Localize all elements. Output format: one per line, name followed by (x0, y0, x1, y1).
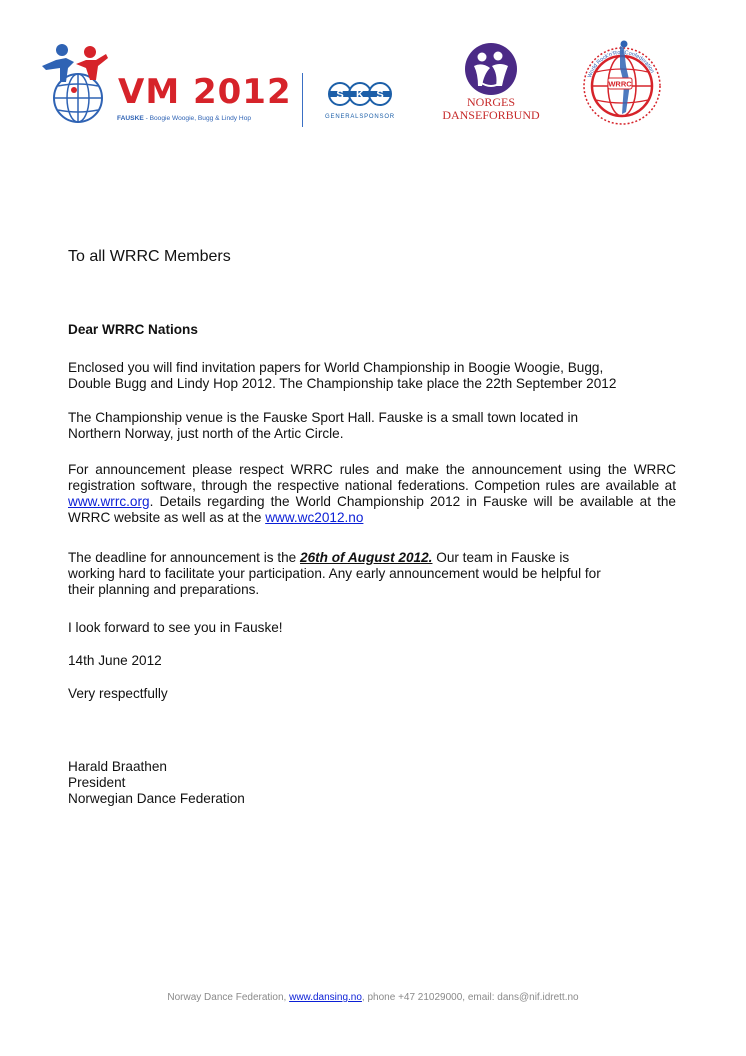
signer-name: Harald Braathen (68, 759, 167, 774)
logo-divider (302, 73, 303, 127)
ndf-dancers-icon (436, 42, 546, 98)
paragraph-venue (68, 410, 676, 442)
ndf-name (436, 96, 546, 122)
footer-website-link[interactable]: www.dansing.no (289, 992, 362, 1003)
vm-subtitle-rest: - Boogie Woogie, Bugg & Lindy Hop (143, 115, 252, 122)
footer-contact: , phone +47 21029000, email: dans@nif.idrett.no (361, 992, 579, 1003)
wrrc-badge: WRRC (608, 79, 632, 89)
footer-org: Norway Dance Federation, (167, 992, 290, 1003)
paragraph-invitation (68, 360, 676, 392)
sks-sponsor-logo (322, 80, 398, 126)
paragraph-venue-line1: The Championship venue is the Fauske Sport Hall. Fauske is a small town located in (68, 410, 579, 425)
sks-letter-3: S (376, 89, 384, 101)
globe-dancers-icon (40, 42, 120, 132)
sponsor-label: GENERALSPONSOR (325, 114, 395, 120)
paragraph-deadline (68, 550, 676, 598)
norges-danseforbund-logo (436, 42, 546, 130)
paragraph-deadline-line1 (68, 550, 676, 566)
paragraph-venue-line2: Northern Norway, just north of the Artic Circle. (68, 426, 344, 441)
vm-subtitle (117, 115, 251, 122)
ndf-name-line2: DANSEFORBUND (442, 108, 540, 122)
closing-phrase: Very respectfully (68, 686, 168, 701)
wc2012-website-link[interactable]: www.wc2012.no (265, 510, 364, 525)
sks-icon (322, 80, 398, 114)
signer-title: President (68, 775, 126, 790)
sks-letter-1: S (336, 89, 344, 101)
announcement-text-a: For announcement please respect WRRC rules and make the announcement using the WRRC registration software, through the respective national federations. Competion rules are available at (68, 462, 676, 493)
deadline-text-a: The deadline for announcement is the (68, 550, 301, 565)
paragraph-invitation-line1: Enclosed you will find invitation papers for World Championship in Boogie Woogie, Bugg, (68, 360, 604, 375)
vm-2012-logo (40, 42, 290, 132)
wrrc-logo (580, 36, 666, 130)
recipient-line: To all WRRC Members (68, 248, 231, 265)
signer-organization: Norwegian Dance Federation (68, 791, 245, 806)
paragraph-closing-wish: I look forward to see you in Fauske! (68, 620, 283, 635)
wrrc-website-link[interactable]: www.wrrc.org (68, 494, 150, 509)
deadline-text-b: Our team in Fauske is (432, 550, 570, 565)
vm-title: VM 2012 (118, 72, 292, 112)
paragraph-invitation-line2: Double Bugg and Lindy Hop 2012. The Championship take place the 22th September 2012 (68, 376, 617, 391)
paragraph-deadline-line2: working hard to facilitate your participation. Any early announcement would be helpful for (68, 566, 601, 581)
deadline-date: 26th of August 2012. (300, 550, 433, 565)
salutation: Dear WRRC Nations (68, 322, 198, 337)
page-footer (0, 992, 746, 1003)
paragraph-deadline-line3: their planning and preparations. (68, 582, 260, 597)
wrrc-ring-text: World Rock'n'Roll Confederation (587, 49, 655, 79)
paragraph-announcement (68, 462, 676, 526)
signature-block (68, 759, 676, 807)
wrrc-globe-icon (580, 36, 666, 130)
announcement-text-b: . Details regarding the World Championship 2012 in Fauske will be available at the WRRC website as well as at the (68, 494, 676, 525)
letter-date: 14th June 2012 (68, 653, 162, 668)
vm-subtitle-town: FAUSKE (117, 115, 144, 122)
ndf-name-line1: NORGES (466, 95, 515, 109)
sks-letter-2: K (356, 89, 364, 101)
